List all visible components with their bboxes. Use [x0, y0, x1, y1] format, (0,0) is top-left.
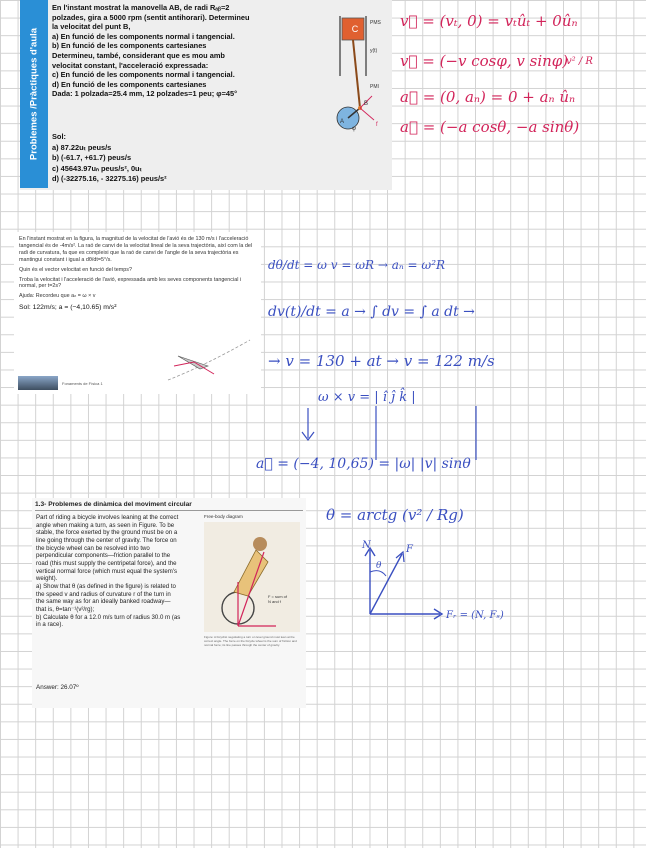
- note2-integral: dv(t)/dt = a → ∫ dv = ∫ a dt →: [268, 304, 475, 320]
- problem3-body: [36, 514, 196, 629]
- statement-line: a) En funció de les components normal i tangencial.: [52, 31, 235, 41]
- statement-line: Determineu, també, considerant que es mou amb: [52, 50, 225, 60]
- note1-velocity-cartesian: v⃗ = (−v cosφ, v sinφ): [400, 52, 569, 70]
- body-line: the speed v and radius of curvature r of the turn in: [36, 590, 171, 598]
- statement-line: d) En funció de les components cartesianes: [52, 79, 207, 89]
- solution-line: d) (-32275.16, - 32275.16) peus/s²: [52, 174, 167, 184]
- label-pmi: PMI: [370, 84, 379, 90]
- statement-line: b) En funció de les components cartesianes: [52, 41, 207, 51]
- note2-omega-relations: dθ/dt = ω v = ωR → aₙ = ω²R: [268, 258, 446, 272]
- problem1-sidebar: [20, 0, 48, 188]
- note1-accel-cartesian: a⃗ = (−a cosθ, −a sinθ): [400, 118, 580, 136]
- problem2-solution: Sol: 122m/s; a = (−4,10.65) m/s²: [19, 304, 117, 312]
- footer-caption: Fonaments de Física 1: [62, 381, 103, 387]
- note2-accel-result: a⃗ = (−4, 10,65) = |ω| |v| sinθ: [256, 456, 471, 472]
- statement-line: c) En funció de les components normal i tangencial.: [52, 70, 235, 80]
- solution-line: b) (-61.7, +61.7) peus/s: [52, 153, 132, 163]
- statement-line: En l'instant mostrat la manovella AB, de radi Rₐᵦ=2: [52, 3, 230, 12]
- body-line: perpendicular components—friction parallel to the: [36, 552, 171, 560]
- sidebar-label: Problemes /Pràctiques d'aula: [28, 27, 40, 161]
- note1-v2-over-r: v² / R: [566, 56, 593, 67]
- label-c: C: [351, 24, 359, 34]
- problem1-solution: [52, 132, 167, 185]
- label-theta: θ: [376, 561, 382, 571]
- label-pms: PMS: [370, 20, 381, 26]
- label-f: f: [376, 122, 378, 128]
- bicycle-figure: [204, 522, 300, 632]
- problem2-question2: Troba la velocitat i l'acceleració de l'avió, expressada amb les seves components tangencial i normal, per t=2s?: [19, 276, 242, 290]
- note1-accel-normal: a⃗ = (0, aₙ) = 0 + aₙ ûₙ: [400, 88, 576, 106]
- force-diagram: [340, 538, 520, 628]
- heading-divider: [35, 510, 303, 511]
- solution-line: Sol:: [52, 132, 66, 141]
- solution-line: a) 87.22uₜ peus/s: [52, 142, 112, 152]
- body-line: a) Show that θ (as defined in the figure) is related to: [36, 582, 176, 590]
- label-phi: φ: [352, 126, 356, 132]
- body-line: that is, θ=tan⁻¹(v²/rg);: [36, 605, 95, 613]
- body-line: stable, the force exerted by the ground must be on a: [36, 529, 178, 537]
- label-fr: Fᵣ = (N, Fₛ): [446, 610, 504, 621]
- body-line: road (this must supply the centripetal force), and the: [36, 559, 177, 567]
- figure-text: Figure: A bicyclist negotiating a turn on level ground must lean at the correct angle. The force on the bicycle wheel is the sum of friction and normal force; its line passes through the center of gravity.: [204, 635, 297, 647]
- note2-determinant-lines: [268, 404, 488, 464]
- force-arrow: [370, 554, 402, 614]
- problem3-answer: Answer: 26.07º: [36, 684, 79, 691]
- body-line: Part of riding a bicycle involves leaning at the correct: [36, 514, 179, 521]
- note2-velocity-result: → v = 130 + at → v = 122 m/s: [268, 352, 495, 370]
- note3-theta-formula: θ = arctg (v² / Rg): [326, 506, 464, 524]
- label-a: A: [340, 119, 345, 125]
- svg-text:F = sum of: F = sum of: [268, 594, 288, 599]
- body-line: vertical normal force (which must equal the system's: [36, 567, 178, 575]
- body-line: the same way as for an ideally banked roadway—: [36, 598, 171, 606]
- body-line: weight).: [36, 575, 58, 583]
- plane-figure: [164, 336, 254, 384]
- svg-text:N and f: N and f: [268, 599, 281, 604]
- label-n: N: [362, 540, 371, 551]
- problem1-card: [20, 0, 392, 190]
- label-f: F: [406, 544, 413, 555]
- statement-line: Dada: 1 polzada=25.4 mm, 12 polzades=1 peu; φ=45°: [52, 89, 238, 99]
- footer-image: [18, 376, 58, 390]
- body-line: angle when making a turn, as seen in Figure. To be: [36, 521, 175, 529]
- problem2-card: [14, 232, 261, 394]
- body-line: line going through the center of gravity. The force on: [36, 536, 177, 544]
- problem2-question1: Quin és el vector velocitat en funció del temps?: [19, 266, 132, 273]
- problem2-statement: En l'instant mostrat en la figura, la magnitud de la velocitat de l'avió és de 130 m/s i l'acceleració tangencial és de -4m/s². La raó de canvi de la velocitat lineal de la seva trajectòria, així com la del radi de curvatura, fa que es compleixi que la raó de canvi de l'angle de la seva trajectòria es mantingui constant i igual a dθ/dt=5°/s.: [19, 236, 253, 263]
- note2-cross-product: ω × v = | î ĵ k̂ |: [318, 390, 416, 405]
- statement-line: la velocitat del punt B,: [52, 22, 131, 32]
- body-line: the bicycle wheel can be resolved into two: [36, 544, 150, 552]
- problem2-hint: Ajuda: Recordeu que aₙ = ω × v: [19, 293, 96, 300]
- body-line: in a race).: [36, 621, 64, 629]
- label-b: B: [364, 101, 369, 107]
- bicycle-diagram: [204, 522, 300, 632]
- problem3-card: [32, 498, 306, 708]
- accel-vector: [360, 108, 374, 120]
- crank-mechanism-figure: [302, 8, 390, 148]
- body-line: b) Calculate θ for a 12.0 m/s turn of radius 30.0 m (as: [36, 613, 181, 621]
- problem3-heading: 1.3- Problemes de dinàmica del moviment circular: [35, 501, 192, 508]
- connecting-rod: [353, 40, 360, 108]
- solution-line: c) 45643.97uₙ peus/s², 0uₜ: [52, 163, 142, 173]
- figure-caption: Free-body diagram: [204, 514, 243, 519]
- statement-line: velocitat constant, l'acceleració expressada:: [52, 60, 209, 70]
- problem1-statement: [52, 3, 302, 99]
- note1-velocity-tangential: v⃗ = (vₜ, 0) = vₜûₜ + 0ûₙ: [400, 12, 578, 30]
- statement-line: polzades, gira a 5000 rpm (sentit antihorari). Determineu: [52, 12, 250, 22]
- label-y: y(t): [370, 48, 378, 54]
